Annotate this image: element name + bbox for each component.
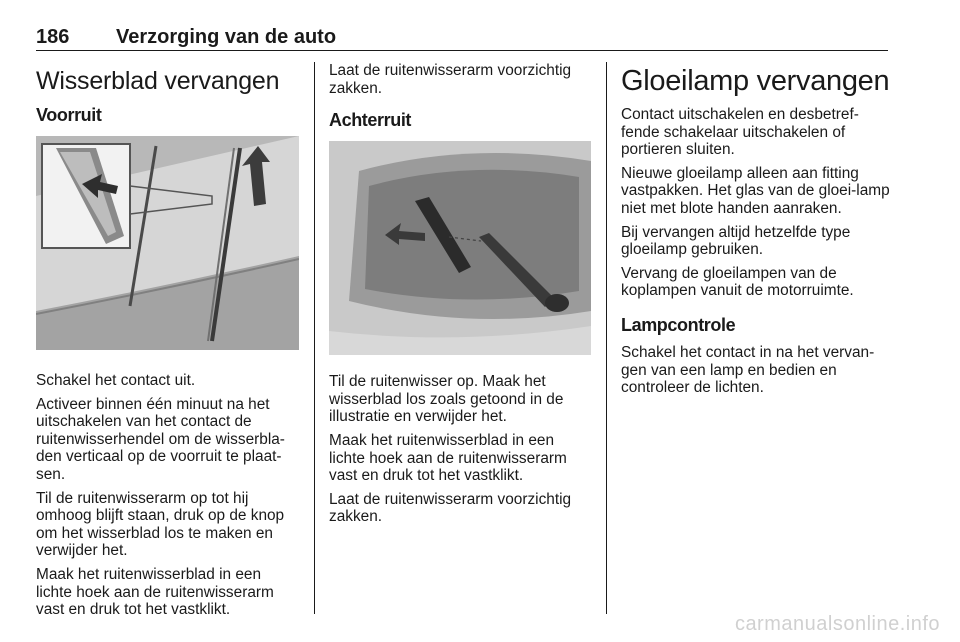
- column-3: [621, 62, 891, 614]
- paragraph: Til de ruitenwisser op. Maak het wisserblad los zoals getoond in de illustratie en verwijder het.: [329, 373, 564, 426]
- section-heading: Wisserblad vervangen: [36, 67, 280, 95]
- column-divider: [314, 62, 315, 614]
- subheading-achterruit: Achterruit: [329, 110, 412, 131]
- paragraph: Activeer binnen één minuut na het uitschakelen van het contact de ruitenwisserhendel om de wisserbla-den verticaal op de voorruit te plaat-sen.: [36, 395, 285, 483]
- watermark: carmanualsonline.info: [734, 613, 940, 635]
- paragraph: Vervang de gloeilampen van de koplampen vanuit de motorruimte.: [621, 264, 854, 300]
- page-header: [36, 24, 888, 51]
- paragraph: Til de ruitenwisserarm op tot hij omhoog blijft staan, druk op de knop om het wisserblad los te maken en verwijder het.: [36, 489, 285, 560]
- section-heading: Gloeilamp vervangen: [621, 65, 890, 97]
- subheading-voorruit: Voorruit: [36, 105, 102, 125]
- paragraph: Laat de ruitenwisserarm voorzichtig zakken.: [329, 490, 572, 526]
- paragraph: Contact uitschakelen en desbetref-fende schakelaar uitschakelen of portieren sluiten.: [621, 106, 859, 159]
- paragraph: Maak het ruitenwisserblad in een lichte hoek aan de ruitenwisserarm vast en druk tot het vastklikt.: [36, 565, 274, 619]
- rear-wiper-illustration: [329, 141, 591, 355]
- page-number: 186: [36, 26, 70, 48]
- paragraph: Laat de ruitenwisserarm voorzichtig zakken.: [329, 62, 572, 97]
- column-divider: [606, 62, 607, 614]
- running-title: Verzorging van de auto: [116, 26, 337, 48]
- front-wiper-illustration: [36, 136, 299, 350]
- paragraph: Bij vervangen altijd hetzelfde type gloeilamp gebruiken.: [621, 223, 851, 259]
- paragraph: Schakel het contact uit.: [36, 372, 196, 389]
- paragraph: Schakel het contact in na het vervan-gen van een lamp en bedien en controleer de lichten.: [621, 343, 875, 397]
- column-1: [36, 62, 299, 619]
- paragraph: Nieuwe gloeilamp alleen aan fitting vastpakken. Het glas van de gloei-lamp niet met blote handen aanraken.: [621, 164, 890, 217]
- paragraph: Maak het ruitenwisserblad in een lichte hoek aan de ruitenwisserarm vast en druk tot het vastklikt.: [329, 431, 567, 485]
- column-2: [329, 62, 591, 614]
- subheading-lampcontrole: Lampcontrole: [621, 314, 736, 335]
